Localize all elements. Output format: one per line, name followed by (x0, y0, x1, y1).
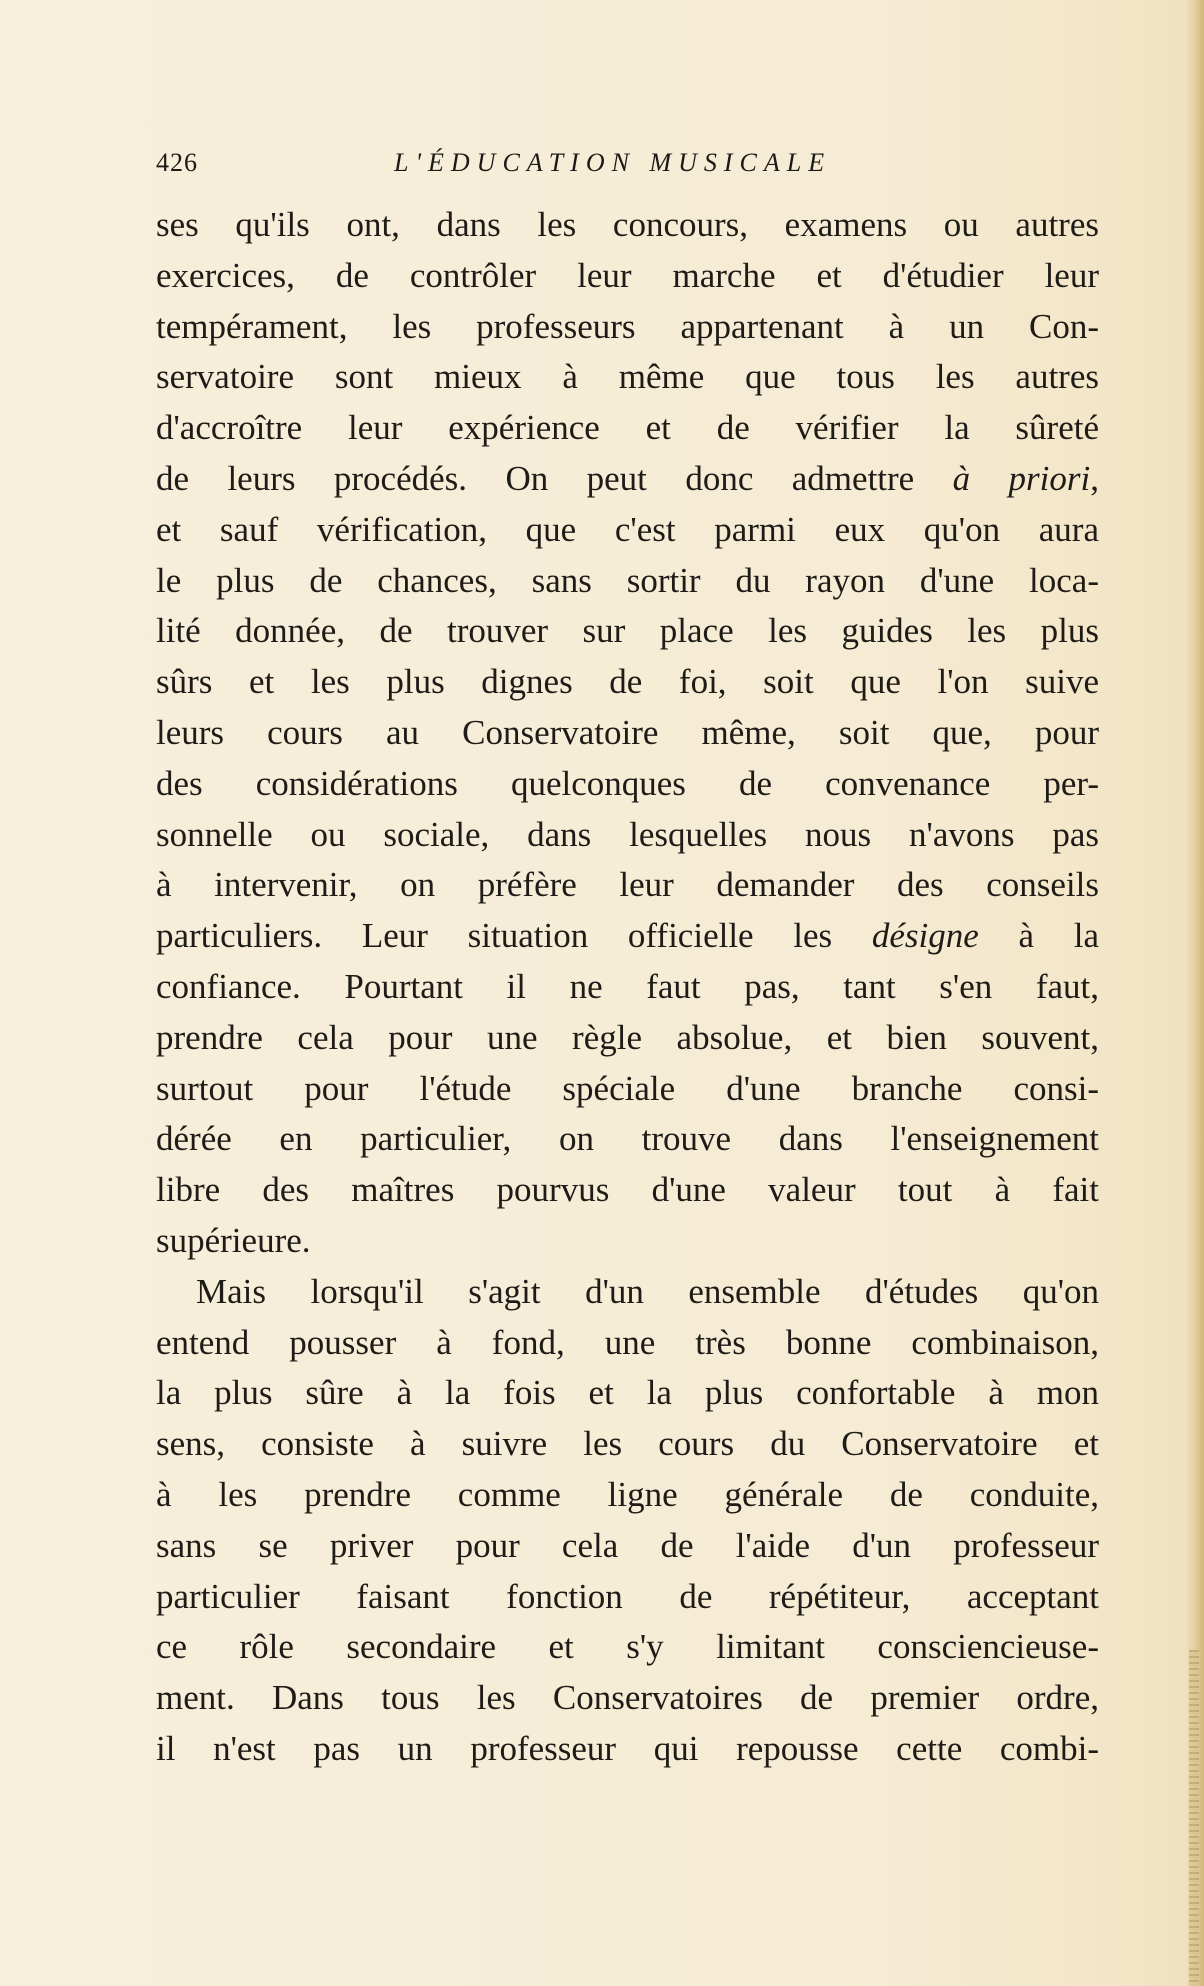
text-line: prendre cela pour une règle absolue, et bien souvent, (156, 1017, 1099, 1057)
text-line: sans se priver pour cela de l'aide d'un professeur (156, 1525, 1099, 1565)
italic-text: à priori (952, 458, 1091, 498)
text-line: sens, consiste à suivre les cours du Conservatoire et (156, 1424, 1099, 1464)
text-span: particuliers. Leur situation officielle les (156, 916, 872, 956)
text-line: libre des maîtres pourvus d'une valeur tout à fait (156, 1170, 1099, 1210)
text-line: confiance. Pourtant il ne faut pas, tant s'en faut, (156, 966, 1099, 1006)
text-line: surtout pour l'étude spéciale d'une branche consi- (156, 1068, 1099, 1108)
text-line (156, 911, 1099, 962)
paragraph-1 (156, 200, 1099, 1267)
text-line: le plus de chances, sans sortir du rayon d'une loca- (156, 560, 1099, 600)
text-line: à intervenir, on préfère leur demander des conseils (156, 865, 1099, 905)
body-text (156, 200, 1099, 1775)
text-line: lité donnée, de trouver sur place les guides les plus (156, 611, 1099, 651)
text-line: ses qu'ils ont, dans les concours, examens ou autres (156, 205, 1099, 244)
italic-text: désigne (871, 916, 979, 956)
text-line: particulier faisant fonction de répétiteur, acceptant (156, 1576, 1099, 1616)
page-header (156, 148, 1096, 180)
text-line: tempérament, les professeurs appartenant à un Con- (156, 306, 1099, 346)
text-span: , (1090, 458, 1099, 498)
text-line: supérieure. (156, 1220, 311, 1260)
text-line: dérée en particulier, on trouve dans l'enseignement (156, 1119, 1099, 1159)
text-span: de leurs procédés. On peut donc admettre (156, 458, 953, 498)
text-line: à les prendre comme ligne générale de conduite, (156, 1474, 1099, 1514)
text-line: sûrs et les plus dignes de foi, soit que l'on suive (156, 662, 1099, 702)
text-line: sonnelle ou sociale, dans lesquelles nous n'avons pas (156, 814, 1099, 854)
text-line (156, 454, 1099, 505)
text-line: entend pousser à fond, une très bonne combinaison, (156, 1322, 1099, 1362)
text-line: d'accroître leur expérience et de vérifier la sûreté (156, 408, 1099, 448)
text-line: il n'est pas un professeur qui repousse cette combi- (156, 1728, 1099, 1768)
running-head: L'ÉDUCATION MUSICALE (394, 148, 832, 177)
page-number: 426 (156, 148, 198, 177)
text-line: et sauf vérification, que c'est parmi eux qu'on aura (156, 509, 1099, 549)
text-line: des considérations quelconques de convenance per- (156, 763, 1099, 803)
text-span: à la (978, 916, 1099, 956)
text-line: leurs cours au Conservatoire même, soit que, pour (156, 712, 1099, 752)
text-line: ce rôle secondaire et s'y limitant consciencieuse- (156, 1627, 1099, 1667)
text-line: exercices, de contrôler leur marche et d'étudier leur (156, 255, 1099, 295)
text-line: la plus sûre à la fois et la plus confortable à mon (156, 1373, 1099, 1413)
text-line: ment. Dans tous les Conservatoires de premier ordre, (156, 1678, 1099, 1718)
page-edge (1186, 0, 1204, 1986)
text-line: Mais lorsqu'il s'agit d'un ensemble d'études qu'on (196, 1271, 1099, 1311)
paragraph-2 (156, 1267, 1099, 1775)
text-line: servatoire sont mieux à même que tous les autres (156, 357, 1099, 397)
